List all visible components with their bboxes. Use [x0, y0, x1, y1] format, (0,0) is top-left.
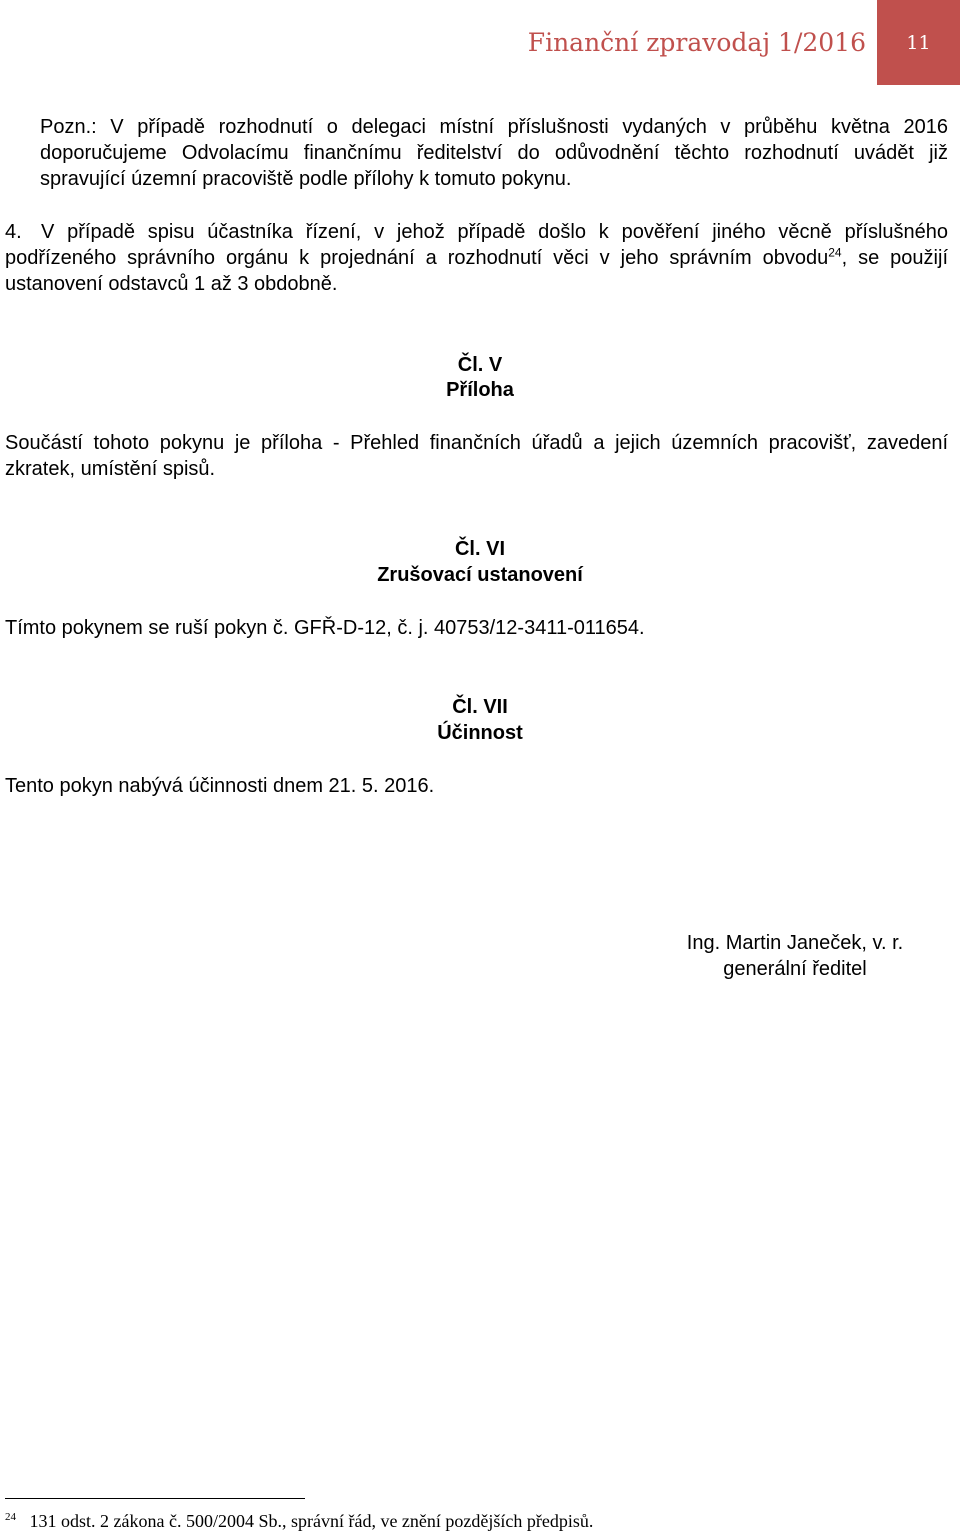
signature-name: Ing. Martin Janeček, v. r.: [686, 932, 904, 954]
item-4-paragraph: [5, 219, 948, 297]
page-number-badge: [877, 0, 960, 85]
footnote-separator: [5, 1498, 305, 1499]
footnote-text: 131 odst. 2 zákona č. 500/2004 Sb., správní řád, ve znění pozdějších předpisů.: [29, 1511, 594, 1531]
header-title: Finanční zpravodaj 1/2016: [527, 28, 866, 57]
footnote-number: 24: [5, 1511, 16, 1523]
note-paragraph: Pozn.: V případě rozhodnutí o delegaci místní příslušnosti vydaných v průběhu května 2016 doporučujeme Odvolacímu finančnímu ředitelství do odůvodnění těchto rozhodnutí uvádět již spravující územní pracoviště podle přílohy k tomuto pokynu.: [40, 116, 948, 190]
footnote: [5, 1511, 593, 1532]
article-6-number: Čl. VI: [454, 538, 505, 560]
article-6-text: Tímto pokynem se ruší pokyn č. GFŘ-D-12, č. j. 40753/12-3411-011654.: [5, 617, 645, 639]
article-5-text: Součástí tohoto pokynu je příloha - Přehled finančních úřadů a jejich územních pracovišť, zavedení zkratek, umístění spisů.: [5, 432, 948, 480]
article-7-title: Účinnost: [437, 722, 523, 744]
page-number: 11: [906, 31, 931, 54]
article-5-title: Příloha: [446, 379, 514, 401]
signature-role: generální ředitel: [723, 958, 867, 980]
footnote-reference: 24: [828, 245, 842, 260]
item-4-text-end: , se použijí ustanovení odstavců 1 až 3 obdobně.: [5, 247, 948, 295]
item-4-text: V případě spisu účastníka řízení, v jehož případě došlo k pověření jiného věcně příslušného podřízeného správního orgánu k projednání a rozhodnutí věci v jeho správním obvodu: [5, 221, 948, 269]
article-6-title: Zrušovací ustanovení: [377, 564, 583, 586]
article-7-text: Tento pokyn nabývá účinnosti dnem 21. 5. 2016.: [5, 775, 435, 797]
article-7-number: Čl. VII: [452, 696, 508, 718]
article-5-number: Čl. V: [457, 354, 503, 376]
item-4-number: 4.: [5, 221, 22, 243]
